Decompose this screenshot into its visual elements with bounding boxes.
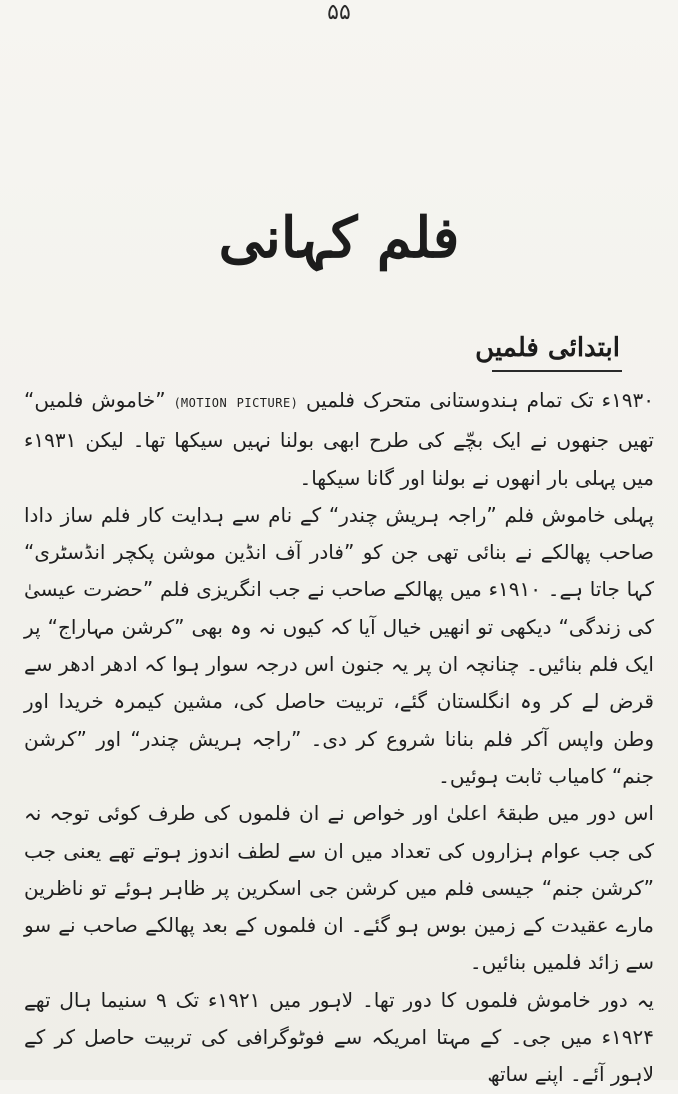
paragraph-1-end: ”خاموش فلمیں“ تھیں جنھوں نے ایک بچّے کی طرح ابھی بولنا نہیں سیکھا تھا۔ لیکن ۱۹۳۱ء میں پہلی بار انھوں نے بولنا اور گانا سیکھا۔: [24, 388, 654, 490]
section-heading: ابتدائی فلمیں: [475, 333, 620, 363]
paragraph-4: یہ دور خاموش فلموں کا دور تھا۔ لاہور میں ۱۹۲۱ء تک ۹ سنیما ہال تھے ۱۹۲۴ء میں جی۔ کے مہتا امریکہ سے فوٹوگرافی کی تربیت حاصل کر کے لاہور آئے۔ اپنے ساتھ: [24, 987, 654, 1087]
paragraph-1-start: ۱۹۳۰ء تک تمام ہندوستانی متحرک فلمیں: [305, 388, 655, 412]
paragraph-3: اس دور میں طبقۂ اعلیٰ اور خواص نے ان فلموں کی طرف کوئی توجہ نہ کی جب عوام ہزاروں کی تعداد میں ان سے لطف اندوز ہوتے تھے یعنی جب ”کرشن جنم“ جیسی فلم میں کرشن جی اسکرین پر ظاہر ہوئے تو ناظرین مارے عقیدت کے زمین بوس ہو گئے۔ ان فلموں کے بعد پھالکے صاحب نے سو سے زائد فلمیں بنائیں۔: [24, 801, 654, 975]
page-number: ۵۵: [327, 0, 351, 25]
paragraph-2: پہلی خاموش فلم ”راجہ ہریش چندر“ کے نام سے ہدایت کار فلم ساز دادا صاحب پھالکے نے بنائی تھی جن کو ”فادر آف انڈین موشن پکچر انڈسٹری“ کہا جاتا ہے۔ ۱۹۱۰ء میں پھالکے صاحب نے جب انگریزی فلم ”حضرت عیسیٰ کی زندگی“ دیکھی تو انھیں خیال آیا کہ کیوں نہ وہ بھی ”کرشن مہاراج“ پر ایک فلم بنائیں۔ چنانچہ ان پر یہ جنون اس درجہ سوار ہوا کہ ادھر ادھر سے قرض لے کر وہ انگلستان گئے، تربیت حاصل کی، مشین کیمرہ خریدا اور وطن واپس آکر فلم بنانا شروع کر دی۔ ”راجہ ہریش چندر“ اور ”کرشن جنم“ کامیاب ثابت ہوئیں۔: [24, 502, 654, 788]
chapter-title: فلم کہانی: [218, 205, 460, 271]
body-text: [24, 382, 654, 1094]
paragraph-1: [24, 382, 654, 497]
motion-picture-term: (MOTION PICTURE): [173, 396, 298, 410]
section-heading-underline: [492, 370, 622, 372]
